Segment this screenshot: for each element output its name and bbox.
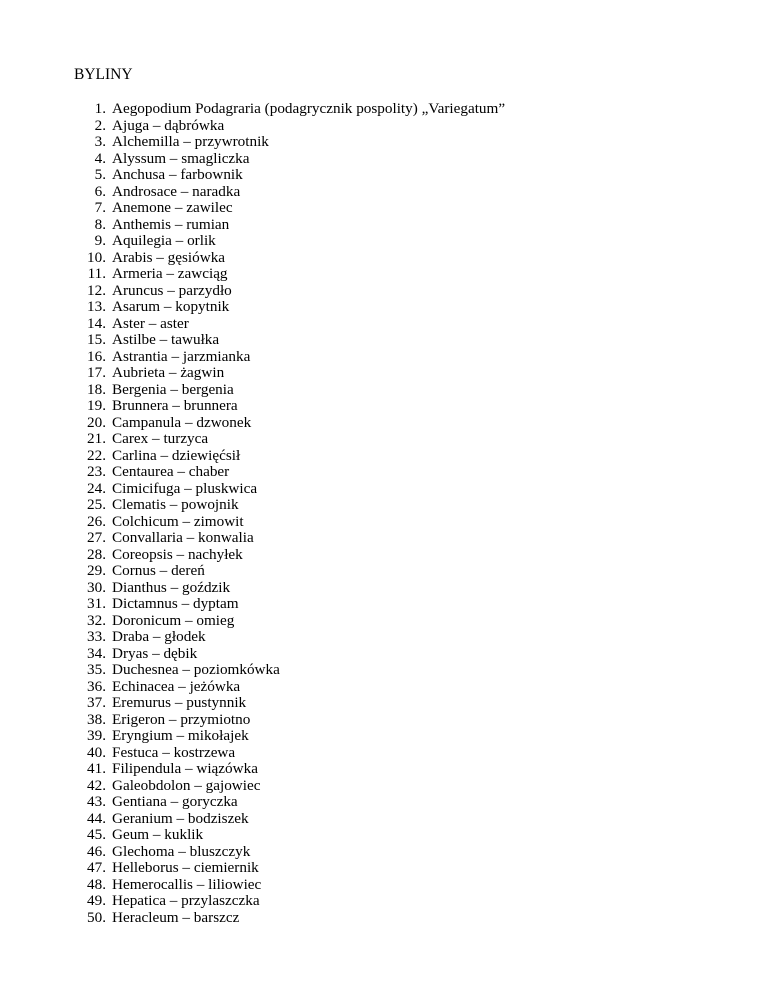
list-item <box>82 266 505 283</box>
list-item-number: 9. <box>94 232 106 249</box>
list-item <box>82 464 505 481</box>
list-item-text: Glechoma – bluszczyk <box>112 842 251 860</box>
list-item-number: 4. <box>94 149 106 167</box>
list-item-text: Astrantia – jarzmianka <box>112 347 251 365</box>
list-item-number: 11. <box>87 265 106 282</box>
list-item-number: 16. <box>87 347 106 365</box>
list-item-text: Centaurea – chaber <box>112 463 230 480</box>
list-item-number: 12. <box>87 281 106 299</box>
list-item-text: Cornus – dereń <box>112 562 205 579</box>
list-item-text: Cimicifuga – pluskwica <box>112 479 258 497</box>
list-item <box>82 101 505 118</box>
list-item-number: 15. <box>87 331 106 348</box>
list-item-text: Aegopodium Podagraria (podagrycznik pospolity) „Variegatum” <box>112 100 506 117</box>
list-item-text: Aubrieta – żagwin <box>112 364 225 381</box>
list-item-number: 3. <box>94 133 106 150</box>
list-item-text: Alchemilla – przywrotnik <box>112 133 269 150</box>
list-item <box>82 431 505 448</box>
list-item-text: Alyssum – smagliczka <box>112 149 250 167</box>
list-item-number: 1. <box>94 100 106 117</box>
list-item <box>82 629 505 646</box>
list-item-text: Brunnera – brunnera <box>112 397 238 414</box>
list-item-number: 31. <box>87 595 106 612</box>
list-item <box>82 563 505 580</box>
list-item-text: Coreopsis – nachyłek <box>112 545 243 563</box>
list-item-text: Eremurus – pustynnik <box>112 694 247 711</box>
list-item <box>82 613 505 630</box>
list-item-text: Bergenia – bergenia <box>112 380 234 398</box>
list-item <box>82 596 505 613</box>
list-item <box>82 893 505 910</box>
list-item <box>82 316 505 333</box>
list-item-number: 45. <box>87 826 106 843</box>
list-item <box>82 382 505 399</box>
list-item-text: Astilbe – tawułka <box>112 331 220 348</box>
list-item <box>82 167 505 184</box>
document-heading: BYLINY <box>74 66 133 83</box>
list-item <box>82 283 505 300</box>
list-item <box>82 745 505 762</box>
list-item-number: 46. <box>87 842 106 860</box>
list-item-number: 23. <box>87 463 106 480</box>
list-item <box>82 811 505 828</box>
list-item-number: 36. <box>87 677 106 695</box>
list-item-text: Aquilegia – orlik <box>112 232 216 249</box>
list-item <box>82 778 505 795</box>
list-item <box>82 530 505 547</box>
list-item-text: Helleborus – ciemiernik <box>112 859 259 876</box>
list-item-number: 20. <box>87 413 106 431</box>
list-item <box>82 679 505 696</box>
list-item <box>82 844 505 861</box>
list-item-number: 22. <box>87 446 106 464</box>
list-item-number: 49. <box>87 892 106 909</box>
list-item <box>82 332 505 349</box>
list-item <box>82 184 505 201</box>
list-item <box>82 200 505 217</box>
list-item-number: 40. <box>87 743 106 761</box>
list-item-number: 44. <box>87 809 106 827</box>
list-item <box>82 217 505 234</box>
list-item <box>82 151 505 168</box>
list-item <box>82 349 505 366</box>
list-item-text: Galeobdolon – gajowiec <box>112 776 261 794</box>
list-item-text: Convallaria – konwalia <box>112 529 254 546</box>
list-item-text: Draba – głodek <box>112 628 206 645</box>
list-item <box>82 514 505 531</box>
list-item-text: Arabis – gęsiówka <box>112 248 226 266</box>
list-item <box>82 547 505 564</box>
list-item-text: Ajuga – dąbrówka <box>112 116 225 134</box>
list-item <box>82 860 505 877</box>
list-item-text: Dictamnus – dyptam <box>112 595 239 612</box>
list-item-number: 17. <box>87 364 106 381</box>
list-item <box>82 398 505 415</box>
list-item-text: Carex – turzyca <box>112 430 209 447</box>
list-item-number: 27. <box>87 529 106 546</box>
list-item <box>82 910 505 927</box>
list-item-text: Heracleum – barszcz <box>112 908 240 926</box>
list-item-text: Dryas – dębik <box>112 644 198 662</box>
list-item-number: 2. <box>94 116 106 134</box>
list-item <box>82 233 505 250</box>
list-item <box>82 448 505 465</box>
list-item-number: 42. <box>87 776 106 794</box>
list-item-number: 24. <box>87 479 106 497</box>
list-item <box>82 365 505 382</box>
list-item-number: 32. <box>87 611 106 629</box>
list-item <box>82 646 505 663</box>
list-item-text: Geranium – bodziszek <box>112 809 249 827</box>
list-item-text: Carlina – dziewięćsił <box>112 446 241 464</box>
list-item <box>82 134 505 151</box>
list-item-text: Clematis – powojnik <box>112 496 239 513</box>
list-item <box>82 118 505 135</box>
list-item-number: 28. <box>87 545 106 563</box>
list-item-text: Campanula – dzwonek <box>112 413 252 431</box>
list-item-number: 5. <box>94 166 106 183</box>
list-item-number: 39. <box>87 727 106 744</box>
list-item-number: 37. <box>87 694 106 711</box>
list-item <box>82 712 505 729</box>
list-item-number: 18. <box>87 380 106 398</box>
list-item-text: Aster – aster <box>112 314 189 332</box>
list-item-number: 25. <box>87 496 106 513</box>
list-item-number: 41. <box>87 760 106 777</box>
list-item-text: Aruncus – parzydło <box>112 281 232 299</box>
list-item <box>82 250 505 267</box>
plant-list <box>82 101 505 926</box>
list-item-number: 47. <box>87 859 106 876</box>
list-item-number: 7. <box>94 199 106 216</box>
list-item-number: 10. <box>87 248 106 266</box>
list-item-number: 33. <box>87 628 106 645</box>
list-item-text: Dianthus – goździk <box>112 578 231 596</box>
list-item-number: 50. <box>87 908 106 926</box>
list-item-text: Eryngium – mikołajek <box>112 727 249 744</box>
list-item-number: 38. <box>87 710 106 728</box>
list-item-number: 19. <box>87 397 106 414</box>
list-item-number: 43. <box>87 793 106 810</box>
list-item-number: 6. <box>94 182 106 200</box>
list-item-text: Gentiana – goryczka <box>112 793 238 810</box>
list-item-text: Filipendula – wiązówka <box>112 760 258 777</box>
list-item <box>82 794 505 811</box>
list-item-text: Anemone – zawilec <box>112 199 233 216</box>
list-item-number: 21. <box>87 430 106 447</box>
list-item <box>82 827 505 844</box>
list-item <box>82 877 505 894</box>
list-item-text: Armeria – zawciąg <box>112 265 228 282</box>
list-item-text: Hepatica – przylaszczka <box>112 892 260 909</box>
list-item-text: Doronicum – omieg <box>112 611 235 629</box>
list-item-text: Duchesnea – poziomkówka <box>112 661 280 678</box>
list-item-number: 13. <box>87 298 106 315</box>
list-item-text: Anthemis – rumian <box>112 215 230 233</box>
list-item <box>82 299 505 316</box>
list-item-text: Asarum – kopytnik <box>112 298 230 315</box>
list-item <box>82 497 505 514</box>
list-item-text: Anchusa – farbownik <box>112 166 243 183</box>
list-item-text: Colchicum – zimowit <box>112 512 244 530</box>
list-item-number: 48. <box>87 875 106 893</box>
list-item-number: 14. <box>87 314 106 332</box>
list-item-number: 26. <box>87 512 106 530</box>
list-item-number: 29. <box>87 562 106 579</box>
list-item <box>82 695 505 712</box>
list-item <box>82 761 505 778</box>
list-item-text: Geum – kuklik <box>112 826 204 843</box>
list-item <box>82 481 505 498</box>
list-item-text: Festuca – kostrzewa <box>112 743 236 761</box>
list-item-number: 34. <box>87 644 106 662</box>
list-item-text: Androsace – naradka <box>112 182 241 200</box>
list-item-text: Hemerocallis – liliowiec <box>112 875 262 893</box>
list-item <box>82 415 505 432</box>
list-item <box>82 580 505 597</box>
list-item <box>82 728 505 745</box>
list-item-text: Erigeron – przymiotno <box>112 710 251 728</box>
list-item <box>82 662 505 679</box>
list-item-text: Echinacea – jeżówka <box>112 677 241 695</box>
list-item-number: 35. <box>87 661 106 678</box>
list-item-number: 8. <box>94 215 106 233</box>
list-item-number: 30. <box>87 578 106 596</box>
